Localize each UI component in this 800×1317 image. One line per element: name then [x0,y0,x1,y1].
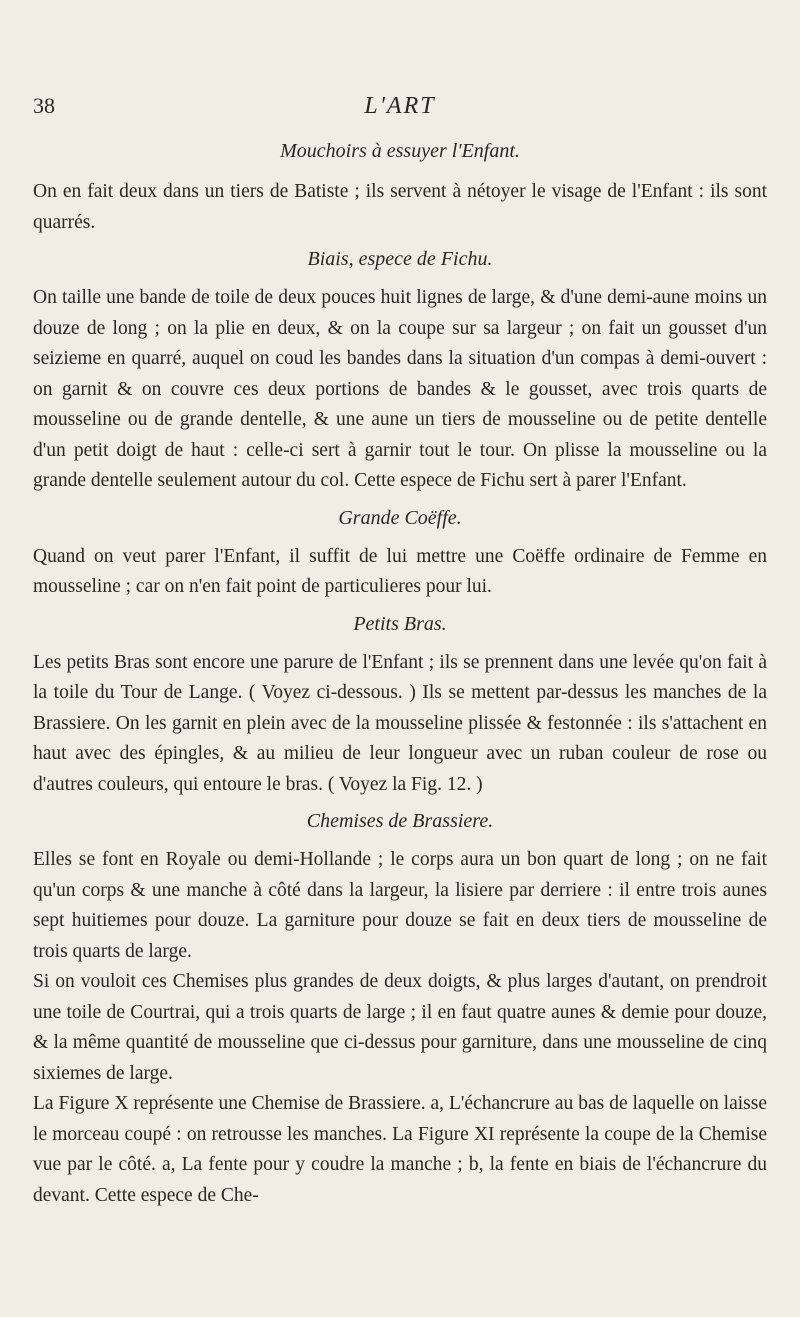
paragraph: On taille une bande de toile de deux pouces huit lignes de large, & d'une demi-aune moins un douze de long ; on la plie en deux, & on la coupe sur sa largeur ; on fait un gousset d'un seizieme en quarré, auquel on coud les bandes dans la situation d'un compas à demi-ouvert : on garnit & on couvre ces deux portions de bandes & le gousset, avec trois quarts de mousseline ou de grande dentelle, & une aune un tiers de mousseline ou de petite dentelle d'un petit doigt de haut : celle-ci sert à garnir tout le tour. On plisse la mousseline ou la grande dentelle seulement autour du col. Cette espece de Fichu sert à parer l'Enfant. [33,287,767,491]
paragraph: On en fait deux dans un tiers de Batiste ; ils servent à nétoyer le visage de l'Enfant : ils sont quarrés. [33,181,767,233]
section-heading: Grande Coëffe. [338,506,462,529]
paragraph: La Figure X représente une Chemise de Brassiere. a, L'échancrure au bas de laquelle on laisse le morceau coupé : on retrousse les manches. La Figure XI représente la coupe de la Chemise vue par le côté. a, La fente pour y coudre la manche ; b, la fente en biais de l'échancrure du devant. Cette espece de Che- [33,1093,767,1206]
running-title: L'ART [364,93,436,119]
section-heading: Mouchoirs à essuyer l'Enfant. [280,140,520,162]
paragraph: Si on vouloit ces Chemises plus grandes de deux doigts, & plus larges d'autant, on prendroit une toile de Courtrai, qui a trois quarts de large ; il en faut quatre aunes & demie pour douze, & la même quantité de mousseline que ci-dessus pour garniture, dans une mousseline de cinq sixiemes de large. [33,971,767,1084]
paragraph: Les petits Bras sont encore une parure de l'Enfant ; ils se prennent dans une levée qu'on fait à la toile du Tour de Lange. ( Voyez ci-dessous. ) Ils se mettent par-dessus les manches de la Brassiere. On les garnit en plein avec de la mousseline plissée & festonnée : ils s'attachent en haut avec des épingles, & au milieu de leur longueur avec un ruban couleur de rose ou d'autres couleurs, qui entoure le bras. ( Voyez la Fig. 12. ) [33,651,767,795]
section-heading: Biais, espece de Fichu. [307,248,493,270]
paragraph: Quand on veut parer l'Enfant, il suffit de lui mettre une Coëffe ordinaire de Femme en mousseline ; car on n'en fait point de particulieres pour lui. [33,545,767,597]
page-header [0,93,800,129]
page-number: 38 [33,93,55,118]
section-heading: Petits Bras. [353,612,447,635]
page-body [33,140,767,1211]
section-heading: Chemises de Brassiere. [306,810,494,832]
paragraph: Elles se font en Royale ou demi-Hollande ; le corps aura un bon quart de long ; on ne fait qu'un corps & une manche à côté dans la largeur, la lisiere par derriere : il entre trois aunes sept huitiemes pour douze. La garniture pour douze se fait en deux tiers de mousseline de trois quarts de large. [33,849,767,962]
